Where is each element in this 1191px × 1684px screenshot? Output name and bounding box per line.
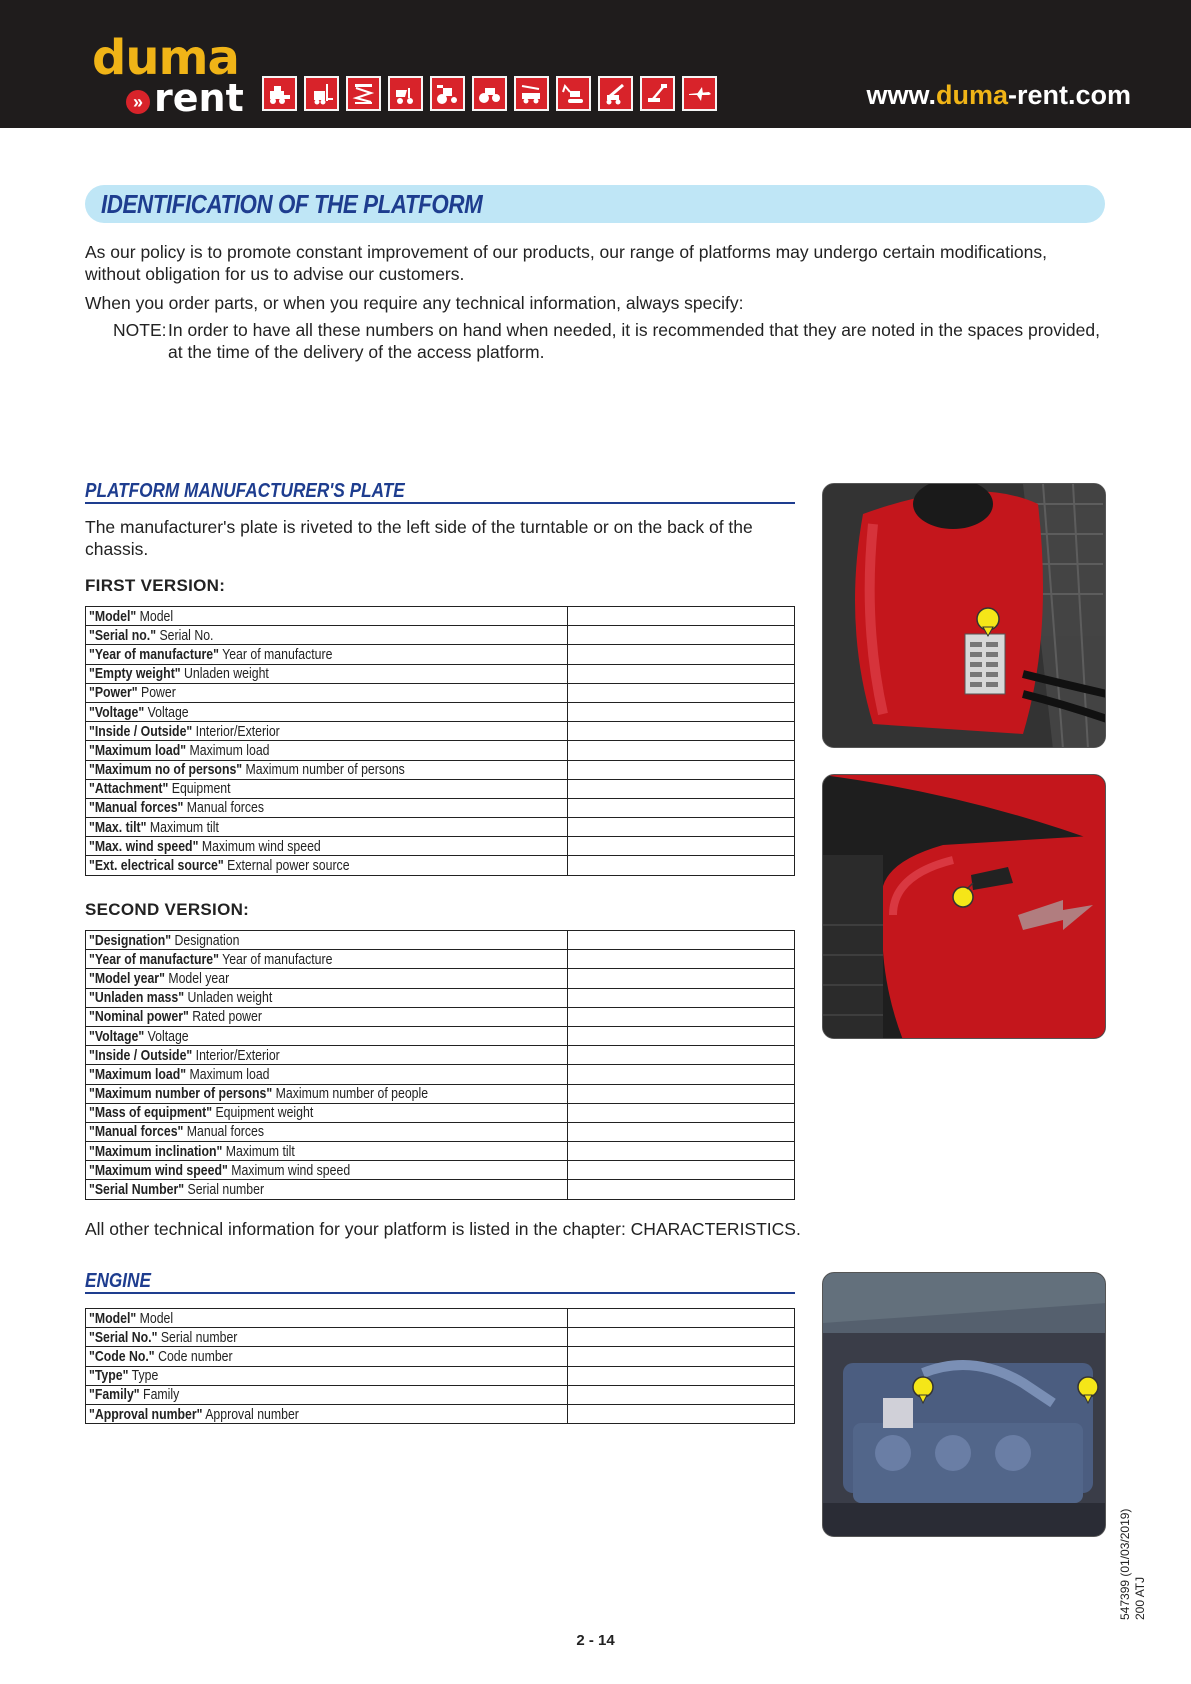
table-row — [86, 760, 795, 779]
field-key: "Maximum inclination" — [89, 1142, 223, 1160]
field-description: Serial No. — [156, 626, 214, 644]
table-row — [86, 1404, 795, 1423]
table-row — [86, 1103, 795, 1122]
field-value-blank[interactable] — [568, 988, 795, 1007]
plate-section-title: PLATFORM MANUFACTURER'S PLATE — [85, 480, 405, 502]
field-value-blank[interactable] — [568, 1007, 795, 1026]
table-row — [86, 1007, 795, 1026]
page-header — [0, 0, 1191, 128]
table-row — [86, 683, 795, 702]
field-value-blank[interactable] — [568, 818, 795, 837]
forklift-icon — [304, 76, 339, 111]
field-key: "Maximum load" — [89, 1065, 187, 1083]
second-version-label: SECOND VERSION: — [85, 900, 250, 919]
table-row — [86, 818, 795, 837]
field-key: "Unladen mass" — [89, 989, 185, 1007]
equipment-icon-strip — [262, 76, 717, 111]
document-code-line1: 547399 (01/03/2019) — [1118, 1508, 1132, 1620]
field-description: Model year — [164, 969, 230, 987]
field-label — [86, 988, 568, 1007]
table-row — [86, 1309, 795, 1328]
engine-section-title: ENGINE — [85, 1270, 151, 1292]
field-value-blank[interactable] — [568, 1347, 795, 1366]
field-key: "Approval number" — [89, 1405, 203, 1423]
field-label — [86, 607, 568, 626]
field-value-blank[interactable] — [568, 931, 795, 950]
field-value-blank[interactable] — [568, 1404, 795, 1423]
field-label — [86, 969, 568, 988]
field-key: "Family" — [89, 1386, 140, 1404]
field-value-blank[interactable] — [568, 626, 795, 645]
field-key: "Year of manufacture" — [89, 645, 219, 663]
table-row — [86, 1161, 795, 1180]
section-banner — [85, 185, 1105, 223]
field-description: Serial number — [157, 1328, 238, 1346]
tractor-icon — [430, 76, 465, 111]
table-row — [86, 1366, 795, 1385]
field-label — [86, 1385, 568, 1404]
field-key: "Attachment" — [89, 780, 169, 798]
field-label — [86, 1026, 568, 1045]
table-row — [86, 1385, 795, 1404]
field-description: Type — [128, 1367, 159, 1385]
engine-table — [85, 1308, 795, 1424]
field-key: "Max. wind speed" — [89, 837, 199, 855]
field-description: Interior/Exterior — [192, 1046, 280, 1064]
field-label — [86, 1065, 568, 1084]
field-value-blank[interactable] — [568, 722, 795, 741]
field-value-blank[interactable] — [568, 1122, 795, 1141]
field-value-blank[interactable] — [568, 1309, 795, 1328]
document-code — [1118, 1470, 1148, 1620]
field-description: Voltage — [144, 1027, 189, 1045]
table-row — [86, 1180, 795, 1199]
plate-section-rule — [85, 502, 795, 504]
page-title: IDENTIFICATION OF THE PLATFORM — [101, 189, 483, 219]
second-version-table — [85, 930, 795, 1200]
field-key: "Model" — [89, 1309, 137, 1327]
field-description: Unladen weight — [180, 665, 269, 683]
field-key: "Manual forces" — [89, 1123, 184, 1141]
logo-arrows-icon: » — [126, 90, 150, 114]
aircraft-icon — [682, 76, 717, 111]
field-description: Maximum wind speed — [227, 1161, 351, 1179]
field-key: "Power" — [89, 684, 138, 702]
table-row — [86, 1026, 795, 1045]
field-description: Power — [137, 684, 176, 702]
field-value-blank[interactable] — [568, 1385, 795, 1404]
field-value-blank[interactable] — [568, 607, 795, 626]
note-label: NOTE: — [113, 320, 167, 340]
table-row — [86, 1046, 795, 1065]
field-description: Voltage — [144, 703, 189, 721]
table-row — [86, 1347, 795, 1366]
field-description: Model — [136, 1309, 174, 1327]
field-label — [86, 1180, 568, 1199]
field-label — [86, 1404, 568, 1423]
first-version-label: FIRST VERSION: — [85, 576, 226, 595]
chassis-back-plate-photo — [822, 774, 1106, 1039]
field-description: Manual forces — [183, 1123, 265, 1141]
field-value-blank[interactable] — [568, 1161, 795, 1180]
field-key: "Manual forces" — [89, 799, 184, 817]
field-label — [86, 1161, 568, 1180]
field-label — [86, 798, 568, 817]
table-row — [86, 931, 795, 950]
table-row — [86, 1084, 795, 1103]
page-number: 2 - 14 — [576, 1632, 615, 1649]
logo-duma: duma — [92, 30, 239, 86]
field-description: Interior/Exterior — [192, 722, 280, 740]
field-key: "Code No." — [89, 1347, 155, 1365]
field-label — [86, 1122, 568, 1141]
field-description: Maximum load — [186, 741, 270, 759]
field-description: Equipment weight — [212, 1104, 314, 1122]
field-description: Maximum number of people — [272, 1085, 429, 1103]
field-key: "Serial No." — [89, 1328, 158, 1346]
field-key: "Voltage" — [89, 1027, 145, 1045]
field-label — [86, 818, 568, 837]
field-value-blank[interactable] — [568, 950, 795, 969]
field-key: "Designation" — [89, 931, 172, 949]
field-description: Approval number — [202, 1405, 299, 1423]
field-label — [86, 1103, 568, 1122]
document-code-line2: 200 ATJ — [1133, 1576, 1147, 1620]
field-key: "Nominal power" — [89, 1008, 189, 1026]
field-value-blank[interactable] — [568, 741, 795, 760]
field-label — [86, 837, 568, 856]
field-key: "Voltage" — [89, 703, 145, 721]
field-value-blank[interactable] — [568, 837, 795, 856]
field-value-blank[interactable] — [568, 1328, 795, 1347]
field-description: Family — [139, 1386, 180, 1404]
field-value-blank[interactable] — [568, 664, 795, 683]
turntable-plate-photo — [822, 483, 1106, 748]
table-row — [86, 837, 795, 856]
field-key: "Maximum wind speed" — [89, 1161, 228, 1179]
field-key: "Mass of equipment" — [89, 1104, 213, 1122]
field-value-blank[interactable] — [568, 798, 795, 817]
telehandler-icon — [598, 76, 633, 111]
field-description: Maximum tilt — [222, 1142, 295, 1160]
field-key: "Max. tilt" — [89, 818, 147, 836]
field-key: "Model year" — [89, 969, 165, 987]
field-label — [86, 683, 568, 702]
field-value-blank[interactable] — [568, 969, 795, 988]
table-row — [86, 607, 795, 626]
field-value-blank[interactable] — [568, 645, 795, 664]
skid-loader-icon — [262, 76, 297, 111]
field-label — [86, 760, 568, 779]
field-key: "Serial Number" — [89, 1181, 185, 1199]
field-value-blank[interactable] — [568, 1084, 795, 1103]
note-text: In order to have all these numbers on hand when needed, it is recommended that they are noted in the spaces provided, at the time of the delivery of the access platform. — [168, 320, 1100, 362]
field-label — [86, 645, 568, 664]
field-key: "Maximum load" — [89, 741, 187, 759]
field-description: Maximum number of persons — [242, 761, 405, 779]
field-label — [86, 1007, 568, 1026]
field-value-blank[interactable] — [568, 1103, 795, 1122]
first-version-table — [85, 606, 795, 876]
table-row — [86, 626, 795, 645]
table-row — [86, 645, 795, 664]
engine-plate-photo — [822, 1272, 1106, 1537]
table-row — [86, 856, 795, 875]
field-label — [86, 1366, 568, 1385]
field-value-blank[interactable] — [568, 1180, 795, 1199]
field-description: Maximum load — [186, 1065, 270, 1083]
field-description: Designation — [171, 931, 240, 949]
table-row — [86, 1328, 795, 1347]
table-row — [86, 664, 795, 683]
field-label — [86, 626, 568, 645]
table-row — [86, 988, 795, 1007]
engine-section-rule — [85, 1292, 795, 1294]
logo-rent: rent — [154, 76, 244, 120]
table-row — [86, 702, 795, 721]
field-value-blank[interactable] — [568, 702, 795, 721]
field-value-blank[interactable] — [568, 1026, 795, 1045]
field-description: Maximum tilt — [146, 818, 219, 836]
field-label — [86, 722, 568, 741]
field-value-blank[interactable] — [568, 1366, 795, 1385]
field-value-blank[interactable] — [568, 1065, 795, 1084]
field-label — [86, 856, 568, 875]
table-row — [86, 779, 795, 798]
field-label — [86, 702, 568, 721]
table-row — [86, 969, 795, 988]
field-description: Equipment — [168, 780, 231, 798]
website-url[interactable]: www.duma-rent.com — [866, 80, 1131, 110]
field-description: Maximum wind speed — [198, 837, 321, 855]
field-description: Rated power — [188, 1008, 262, 1026]
table-row — [86, 1065, 795, 1084]
field-key: "Model" — [89, 607, 137, 625]
field-label — [86, 1328, 568, 1347]
note-block — [113, 319, 1107, 363]
field-label — [86, 1309, 568, 1328]
mini-dumper-icon — [388, 76, 423, 111]
field-value-blank[interactable] — [568, 779, 795, 798]
table-row — [86, 798, 795, 817]
scissor-lift-icon — [346, 76, 381, 111]
field-value-blank[interactable] — [568, 760, 795, 779]
order-instruction: When you order parts, or when you require any technical information, always specify: — [85, 293, 744, 313]
field-key: "Ext. electrical source" — [89, 857, 224, 875]
field-value-blank[interactable] — [568, 683, 795, 702]
excavator-icon — [556, 76, 591, 111]
boom-lift-icon — [640, 76, 675, 111]
field-key: "Maximum number of persons" — [89, 1085, 273, 1103]
field-key: "Year of manufacture" — [89, 950, 219, 968]
field-label — [86, 779, 568, 798]
field-description: Unladen weight — [184, 989, 273, 1007]
field-label — [86, 1142, 568, 1161]
table-row — [86, 950, 795, 969]
field-key: "Inside / Outside" — [89, 1046, 193, 1064]
field-value-blank[interactable] — [568, 1142, 795, 1161]
table-row — [86, 722, 795, 741]
table-row — [86, 1142, 795, 1161]
field-description: Model — [136, 607, 174, 625]
field-key: "Empty weight" — [89, 665, 181, 683]
field-description: Year of manufacture — [218, 950, 333, 968]
field-label — [86, 1347, 568, 1366]
field-key: "Serial no." — [89, 626, 157, 644]
field-label — [86, 741, 568, 760]
field-value-blank[interactable] — [568, 1046, 795, 1065]
field-value-blank[interactable] — [568, 856, 795, 875]
compactor-icon — [472, 76, 507, 111]
field-label — [86, 664, 568, 683]
field-label — [86, 1084, 568, 1103]
table-row — [86, 741, 795, 760]
field-description: Year of manufacture — [218, 645, 333, 663]
characteristics-note: All other technical information for your platform is listed in the chapter: CHARACTERISTICS. — [85, 1219, 801, 1239]
field-key: "Maximum no of persons" — [89, 761, 243, 779]
field-label — [86, 931, 568, 950]
field-description: Manual forces — [183, 799, 265, 817]
field-description: External power source — [223, 857, 350, 875]
field-key: "Type" — [89, 1367, 129, 1385]
field-key: "Inside / Outside" — [89, 722, 193, 740]
table-row — [86, 1122, 795, 1141]
plate-description: The manufacturer's plate is riveted to the left side of the turntable or on the back of the chassis. — [85, 517, 753, 559]
intro-paragraph: As our policy is to promote constant improvement of our products, our range of platforms may undergo certain modifications, without obligation for us to advise our customers. — [85, 242, 1047, 284]
field-description: Code number — [154, 1347, 233, 1365]
crane-truck-icon — [514, 76, 549, 111]
field-description: Serial number — [184, 1181, 265, 1199]
field-label — [86, 950, 568, 969]
field-label — [86, 1046, 568, 1065]
